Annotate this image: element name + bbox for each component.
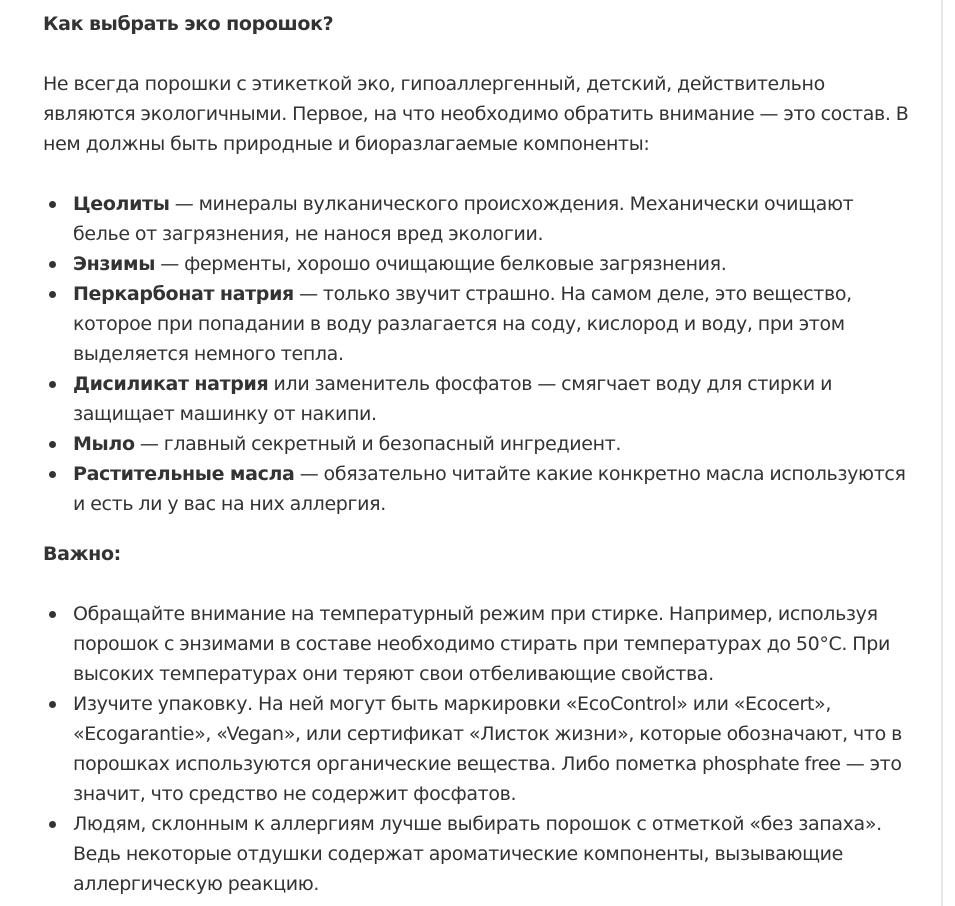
component-description: — главный секретный и безопасный ингредиент. — [134, 433, 622, 455]
component-description: или заменитель фосфатов — смягчает воду для стирки и защищает машинку от накипи. — [73, 373, 833, 425]
component-description: — только звучит страшно. На самом деле, это вещество, которое при попадании в воду разлагается на соду, кислород и воду, при этом выделяется немного тепла. — [73, 283, 852, 365]
component-term: Дисиликат натрия — [73, 373, 269, 395]
component-term: Цеолиты — [73, 193, 170, 215]
bullet-icon — [49, 471, 56, 478]
component-term: Растительные масла — [73, 463, 295, 485]
bullet-icon — [49, 701, 56, 708]
list-item — [43, 249, 913, 279]
bullet-icon — [49, 441, 56, 448]
intro-paragraph: Не всегда порошки с этикеткой эко, гипоаллергенный, детский, действительно являются экологичными. Первое, на что необходимо обратить внимание — это состав. В нем должны быть природные и биоразлагаемые компоненты: — [43, 73, 909, 155]
tip-text: Людям, склонным к аллергиям лучше выбирать порошок с отметкой «без запаха». Ведь некоторые отдушки содержат ароматические компоненты, вызывающие аллергическую реакцию. — [73, 813, 882, 895]
tip-text: Изучите упаковку. На ней могут быть маркировки «EcoControl» или «Ecocert», «Ecogarantie», «Vegan», или сертификат «Листок жизни», которые обозначают, что в порошках используются органические вещества. Либо пометка phosphate free — это значит, что средство не содержит фосфатов. — [73, 693, 902, 805]
bullet-icon — [49, 291, 56, 298]
components-list — [43, 189, 913, 519]
important-heading: Важно: — [43, 543, 121, 565]
list-item — [43, 809, 913, 899]
list-item — [43, 369, 913, 429]
list-item — [43, 189, 913, 249]
component-description: — обязательно читайте какие конкретно масла используются и есть ли у вас на них аллергия. — [73, 463, 906, 515]
tips-list — [43, 599, 913, 899]
bullet-icon — [49, 201, 56, 208]
component-term: Перкарбонат натрия — [73, 283, 294, 305]
list-item — [43, 279, 913, 369]
bullet-icon — [49, 381, 56, 388]
list-item — [43, 459, 913, 519]
component-description: — ферменты, хорошо очищающие белковые загрязнения. — [155, 253, 727, 275]
component-description: — минералы вулканического происхождения. Механически очищают белье от загрязнения, не нанося вред экологии. — [73, 193, 854, 245]
section-heading: Как выбрать эко порошок? — [43, 13, 334, 35]
component-term: Энзимы — [73, 253, 156, 275]
component-term: Мыло — [73, 433, 135, 455]
bullet-icon — [49, 261, 56, 268]
list-item — [43, 429, 913, 459]
content-right-border — [941, 0, 943, 906]
tip-text: Обращайте внимание на температурный режим при стирке. Например, используя порошок с энзимами в составе необходимо стирать при температурах до 50°C. При высоких температурах они теряют свои отбеливающие свойства. — [73, 603, 890, 685]
list-item — [43, 599, 913, 689]
bullet-icon — [49, 611, 56, 618]
list-item — [43, 689, 913, 809]
bullet-icon — [49, 821, 56, 828]
